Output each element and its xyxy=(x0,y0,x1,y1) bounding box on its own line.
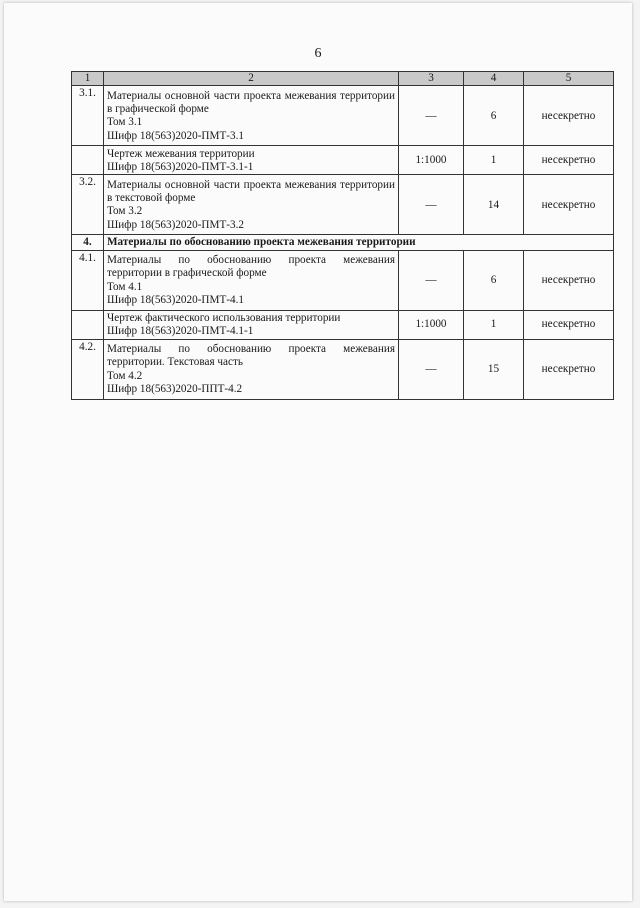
row-description xyxy=(104,250,399,310)
row-status: несекретно xyxy=(524,146,614,175)
documents-table xyxy=(71,71,614,400)
row-code: Шифр 18(563)2020-ПМТ-3.1-1 xyxy=(107,160,254,173)
row-scale: 1:1000 xyxy=(399,146,464,175)
row-title: Чертеж фактического использования территории xyxy=(107,311,341,324)
row-number xyxy=(72,310,104,339)
row-scale: 1:1000 xyxy=(399,310,464,339)
row-volume: Том 3.1 xyxy=(107,116,143,129)
row-sheets: 15 xyxy=(464,339,524,399)
section-number: 4. xyxy=(72,235,104,250)
section-row xyxy=(72,235,614,250)
table-header-row xyxy=(72,72,614,86)
row-status: несекретно xyxy=(524,250,614,310)
row-title: Материалы основной части проекта межевания территории в текстовой форме xyxy=(107,178,395,204)
header-col-1: 1 xyxy=(72,72,104,86)
page-number: 6 xyxy=(314,46,322,61)
row-sheets: 6 xyxy=(464,86,524,146)
row-status: несекретно xyxy=(524,86,614,146)
row-scale: — xyxy=(399,250,464,310)
row-scale: — xyxy=(399,339,464,399)
row-description xyxy=(104,310,399,339)
row-number: 3.2. xyxy=(72,175,104,235)
row-sheets: 14 xyxy=(464,175,524,235)
table-row xyxy=(72,146,614,175)
row-volume: Том 4.2 xyxy=(107,369,143,382)
row-title: Материалы по обоснованию проекта межевания территории. Текстовая часть xyxy=(107,343,395,369)
table-row xyxy=(72,86,614,146)
row-title: Материалы по обоснованию проекта межевания территории в графической форме xyxy=(107,254,395,280)
row-volume: Том 3.2 xyxy=(107,205,143,218)
header-col-5: 5 xyxy=(524,72,614,86)
row-code: Шифр 18(563)2020-ПМТ-3.2 xyxy=(107,218,245,231)
document-page xyxy=(4,3,632,901)
row-description xyxy=(104,175,399,235)
row-number: 3.1. xyxy=(72,86,104,146)
row-number: 4.1. xyxy=(72,250,104,310)
row-scale: — xyxy=(399,86,464,146)
row-title: Чертеж межевания территории xyxy=(107,147,255,160)
row-sheets: 1 xyxy=(464,310,524,339)
header-col-2: 2 xyxy=(104,72,399,86)
row-code: Шифр 18(563)2020-ППТ-4.2 xyxy=(107,382,243,395)
row-code: Шифр 18(563)2020-ПМТ-4.1 xyxy=(107,293,245,306)
row-number xyxy=(72,146,104,175)
header-col-3: 3 xyxy=(399,72,464,86)
row-status: несекретно xyxy=(524,310,614,339)
row-description xyxy=(104,339,399,399)
table-row xyxy=(72,250,614,310)
table-row xyxy=(72,310,614,339)
row-code: Шифр 18(563)2020-ПМТ-3.1 xyxy=(107,129,245,142)
header-col-4: 4 xyxy=(464,72,524,86)
row-number: 4.2. xyxy=(72,339,104,399)
section-title: Материалы по обоснованию проекта межевания территории xyxy=(104,235,614,250)
row-status: несекретно xyxy=(524,339,614,399)
row-description xyxy=(104,146,399,175)
row-scale: — xyxy=(399,175,464,235)
row-sheets: 1 xyxy=(464,146,524,175)
table-row xyxy=(72,339,614,399)
row-volume: Том 4.1 xyxy=(107,280,143,293)
row-status: несекретно xyxy=(524,175,614,235)
row-title: Материалы основной части проекта межевания территории в графической форме xyxy=(107,89,395,115)
row-code: Шифр 18(563)2020-ПМТ-4.1-1 xyxy=(107,325,254,338)
row-sheets: 6 xyxy=(464,250,524,310)
table-row xyxy=(72,175,614,235)
row-description xyxy=(104,86,399,146)
